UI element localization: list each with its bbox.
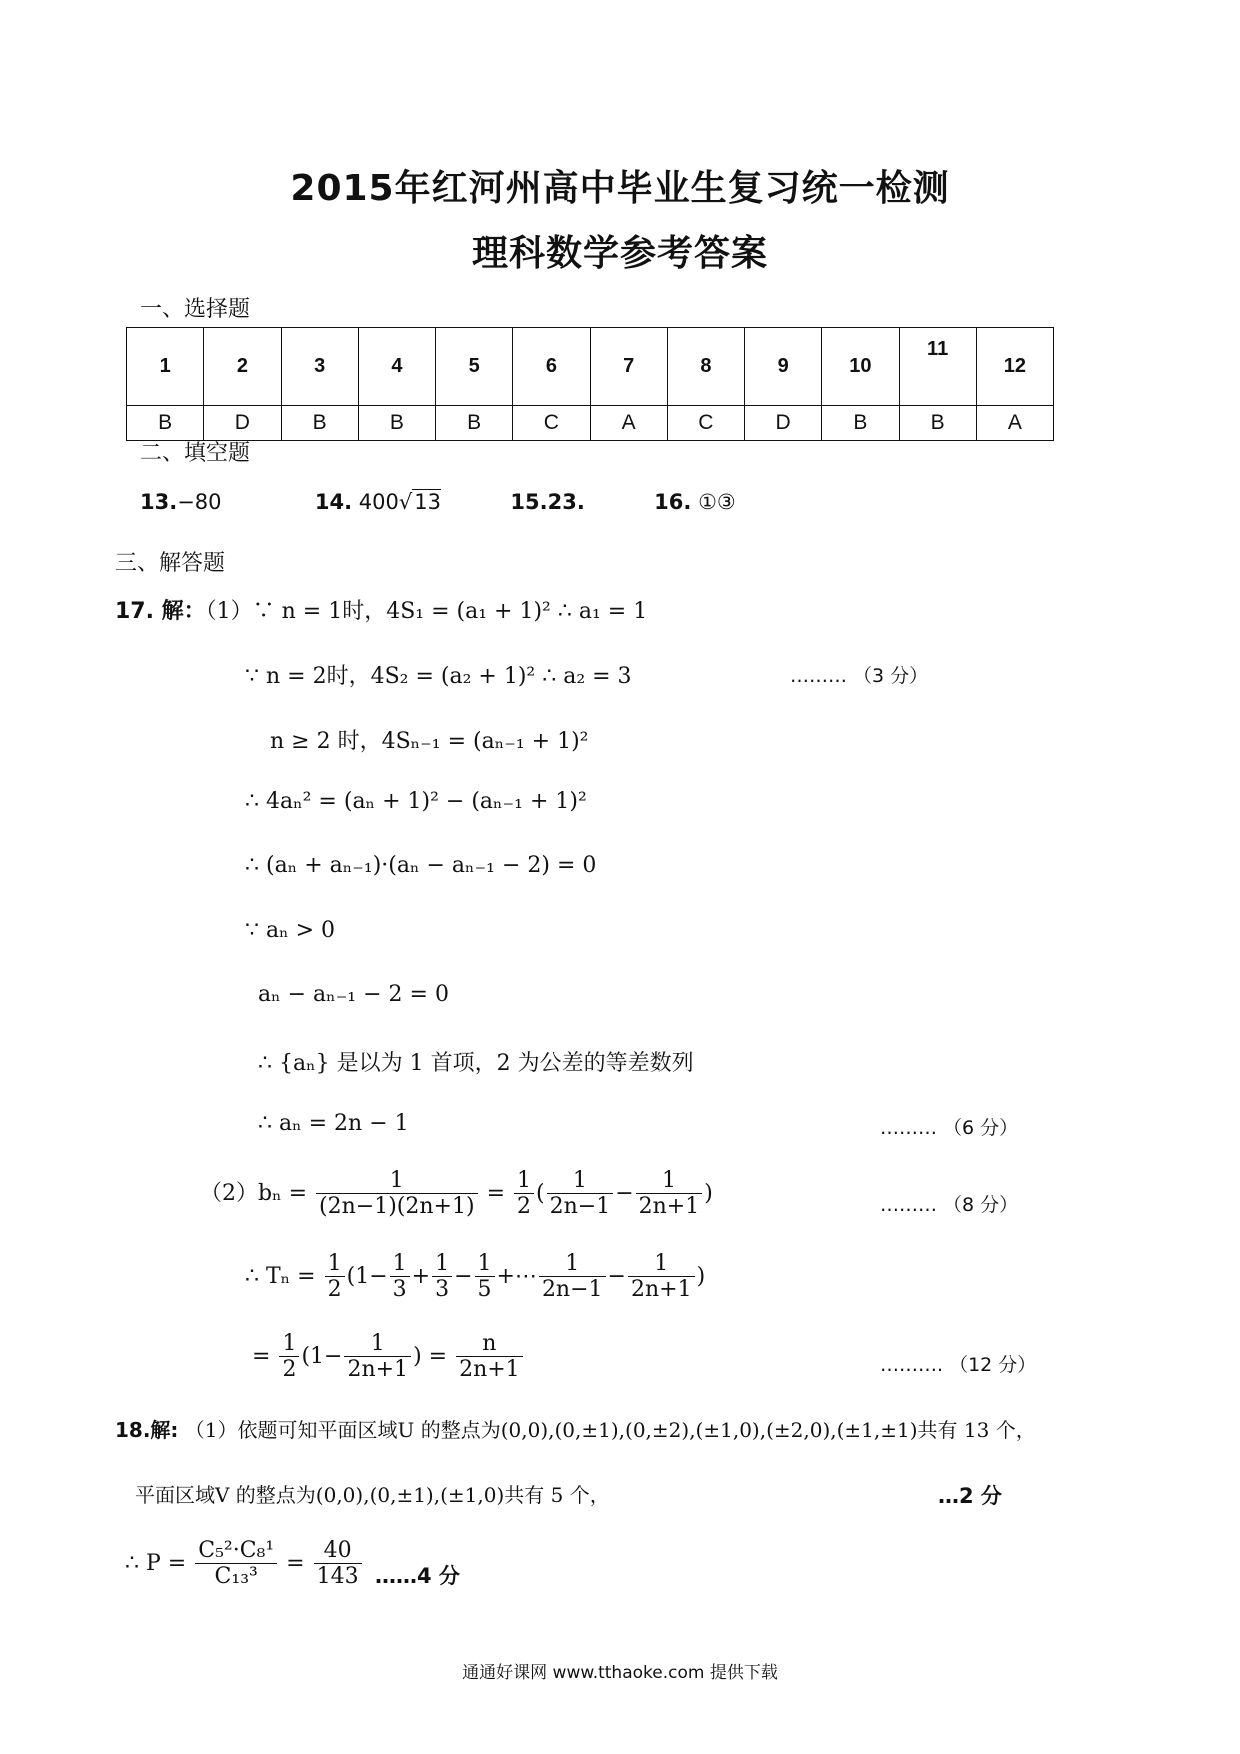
q17-part2-bn: （2）bₙ = $\frac{1}{(2n-1)(2n+1)}$ = $\frac{1}{2}$ ( $\frac{1}{2n-1}$ − $\frac{1}{2n+1}$ ) [200, 1168, 713, 1220]
choice-answer-table [126, 327, 1054, 441]
question-number-row [127, 328, 1054, 406]
q17-line-5: ∴ (aₙ + aₙ₋₁)·(aₙ − aₙ₋₁ − 2) = 0 [245, 853, 597, 878]
title-line-2: 理科数学参考答案 [471, 233, 768, 274]
q16-answer: ①③ [698, 490, 736, 514]
answer-cell: B [281, 406, 358, 441]
answer-cell: A [976, 406, 1053, 441]
answer-cell: C [513, 406, 590, 441]
q18-score-2: …2 分 [938, 1484, 1002, 1508]
q18-line-1: 18.解: （1）依题可知平面区域U 的整点为(0,0),(0,±1),(0,±2),(±1,0),(±2,0),(±1,±1)共有 13 个， [115, 1418, 1036, 1442]
answer-cell: D [745, 406, 822, 441]
bn-fraction: $\frac{1}{(2n-1)(2n+1)}$ [316, 1168, 478, 1220]
question-number-cell: 11 [899, 328, 976, 406]
question-number-cell: 12 [976, 328, 1053, 406]
q18-line-2: 平面区域V 的整点为(0,0),(0,±1),(±1,0)共有 5 个， [135, 1483, 610, 1507]
q17-score-8: ……… （8 分） [880, 1194, 1019, 1216]
q14-answer: 400√13 [358, 490, 442, 514]
title-line-1: 2015年红河州高中毕业生复习统一检测 [290, 168, 950, 209]
question-number-cell: 2 [204, 328, 281, 406]
answer-cell: B [436, 406, 513, 441]
q13-answer: −80 [177, 490, 222, 514]
q17-line-4: ∴ 4aₙ² = (aₙ + 1)² − (aₙ₋₁ + 1)² [245, 789, 587, 814]
q17-score-6: ……… （6 分） [880, 1117, 1019, 1139]
footer-text: 通通好课网 www.tthaoke.com 提供下载 [462, 1663, 778, 1683]
q17-line-1: 17. 解：（1）∵ n = 1时，4S₁ = (a₁ + 1)² ∴ a₁ = 1 [115, 599, 648, 624]
q14-number: 14. [314, 490, 353, 514]
section-3-heading: 三、解答题 [115, 551, 226, 576]
question-number-cell: 4 [358, 328, 435, 406]
q17-line-3: n ≥ 2 时，4Sₙ₋₁ = (aₙ₋₁ + 1)² [270, 729, 589, 754]
q17-tn-line-2: = $\frac{1}{2}$ (1− $\frac{1}{2n+1}$ ) = $\frac{n}{2n+1}$ [252, 1331, 525, 1383]
q17-line-7: aₙ − aₙ₋₁ − 2 = 0 [258, 982, 449, 1007]
half-fraction: $\frac{1}{2}$ [514, 1168, 534, 1220]
question-number-cell: 9 [745, 328, 822, 406]
q17-line-9: ∴ aₙ = 2n − 1 [258, 1111, 409, 1136]
answer-cell: B [127, 406, 204, 441]
q17-line-6: ∵ aₙ > 0 [245, 918, 336, 943]
answer-cell: C [667, 406, 744, 441]
answer-cell: B [358, 406, 435, 441]
section-2-heading: 二、填空题 [140, 441, 251, 466]
q17-tn-line-1: ∴ Tₙ = $\frac{1}{2}$ (1− $\frac{1}{3}$ + $\frac{1}{3}$ − $\frac{1}{5}$ +⋯ $\frac{1}{2n-1}$ − $\frac{1}{2n+1}$ ) [245, 1251, 706, 1303]
q17-line-8: ∴ {aₙ} 是以为 1 首项，2 为公差的等差数列 [258, 1051, 694, 1076]
answer-cell: B [899, 406, 976, 441]
q16-number: 16. [654, 490, 692, 514]
q13-number: 13. [140, 490, 178, 514]
q18-probability: ∴ P = $\frac{\text{C₅²·C₈¹}}{\text{C₁₃³}}$ = $\frac{40}{143}$ [125, 1538, 364, 1590]
answer-cell: A [590, 406, 667, 441]
fill-in-answers [140, 490, 736, 514]
answer-cell: D [204, 406, 281, 441]
question-number-cell: 8 [667, 328, 744, 406]
answer-row [127, 406, 1054, 441]
question-number-cell: 5 [436, 328, 513, 406]
q17-line-2: ∵ n = 2时，4S₂ = (a₂ + 1)² ∴ a₂ = 3 [245, 664, 632, 689]
question-number-cell: 1 [127, 328, 204, 406]
question-number-cell: 3 [281, 328, 358, 406]
answer-cell: B [822, 406, 899, 441]
q17-label: 17. 解： [115, 599, 206, 624]
question-number-cell: 7 [590, 328, 667, 406]
question-number-cell: 10 [822, 328, 899, 406]
q18-score-4: ……4 分 [375, 1564, 460, 1588]
q17-score-12: ………. （12 分） [880, 1354, 1037, 1376]
q15-answer: 15.23. [510, 490, 585, 514]
q18-label: 18.解: [115, 1418, 179, 1442]
question-number-cell: 6 [513, 328, 590, 406]
section-1-heading: 一、选择题 [140, 297, 251, 322]
q17-score-3: ……… （3 分） [790, 665, 929, 687]
